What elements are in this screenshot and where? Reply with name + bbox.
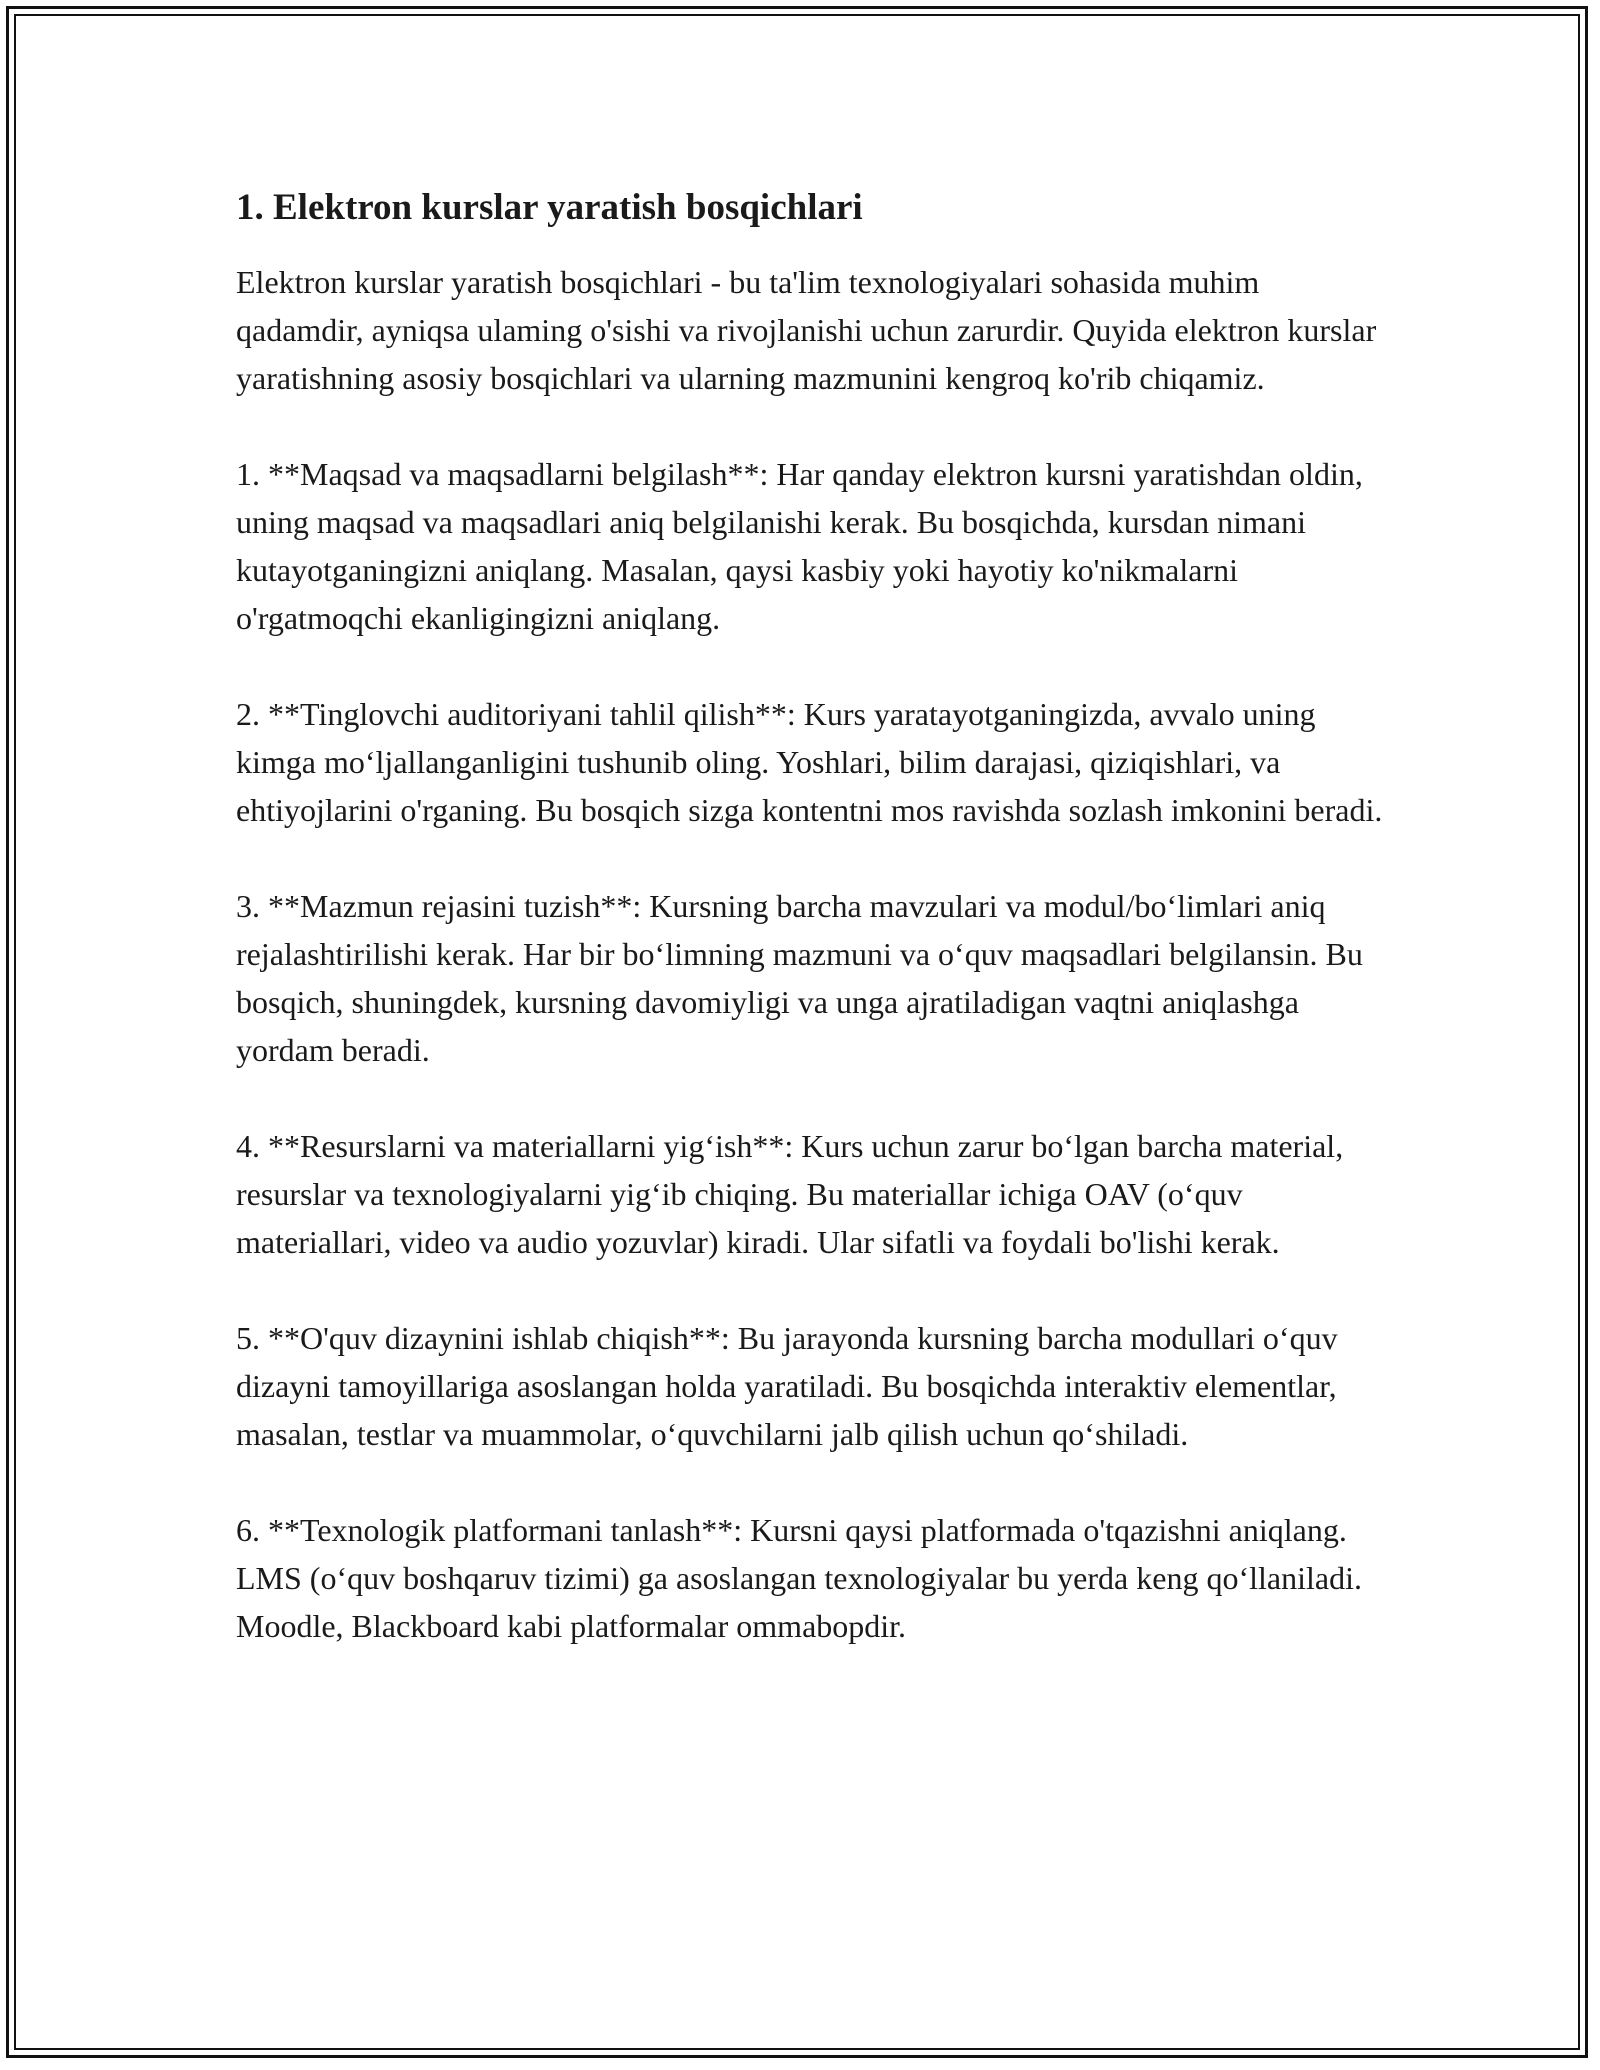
intro-paragraph: Elektron kurslar yaratish bosqichlari - bu ta'lim texnologiyalari sohasida muhim qadamdir, ayniqsa ulaming o'sishi va rivojlanishi uchun zarurdir. Quyida elektron kurslar yaratishning asosiy bosqichlari va ularning mazmunini kengroq ko'rib chiqamiz. <box>236 264 1385 397</box>
document-body <box>236 186 1386 1650</box>
step-3-paragraph: 3. **Mazmun rejasini tuzish**: Kursning barcha mavzulari va modul/bo‘limlari aniq rejalashtirilishi kerak. Har bir bo‘limning mazmuni va o‘quv maqsadlari belgilansin. Bu bosqich, shuningdek, kursning davomiyligi va unga ajratiladigan vaqtni aniqlashga yordam beradi. <box>236 888 1371 1069</box>
step-4-paragraph: 4. **Resurslarni va materiallarni yig‘ish**: Kurs uchun zarur bo‘lgan barcha material, resurslar va texnologiyalarni yig‘ib chiqing. Bu materiallar ichiga OAV (o‘quv materiallari, video va audio yozuvlar) kiradi. Ular sifatli va foydali bo'lishi kerak. <box>236 1128 1352 1261</box>
step-5-paragraph: 5. **O'quv dizaynini ishlab chiqish**: Bu jarayonda kursning barcha modullari o‘quv dizayni tamoyillariga asoslangan holda yaratiladi. Bu bosqichda interaktiv elementlar, masalan, testlar va muammolar, o‘quvchilarni jalb qilish uchun qo‘shiladi. <box>236 1320 1346 1453</box>
step-1-paragraph: 1. **Maqsad va maqsadlarni belgilash**: Har qanday elektron kursni yaratishdan oldin, uning maqsad va maqsadlari aniq belgilanishi kerak. Bu bosqichda, kursdan nimani kutayotganingizni aniqlang. Masalan, qaysi kasbiy yoki hayotiy ko'nikmalarni o'rgatmoqchi ekanligingizni aniqlang. <box>236 456 1371 637</box>
step-6-paragraph: 6. **Texnologik platformani tanlash**: Kursni qaysi platformada o'tqazishni aniqlang. LMS (o‘quv boshqaruv tizimi) ga asoslangan texnologiyalar bu yerda keng qo‘llaniladi. Moodle, Blackboard kabi platformalar ommabopdir. <box>236 1512 1370 1645</box>
step-2-paragraph: 2. **Tinglovchi auditoriyani tahlil qilish**: Kurs yaratayotganingizda, avvalo uning kimga mo‘ljallanganligini tushunib oling. Yoshlari, bilim darajasi, qiziqishlari, va ehtiyojlarini o'rganing. Bu bosqich sizga kontentni mos ravishda sozlash imkonini beradi. <box>236 696 1383 829</box>
document-title: 1. Elektron kurslar yaratish bosqichlari <box>236 187 863 228</box>
